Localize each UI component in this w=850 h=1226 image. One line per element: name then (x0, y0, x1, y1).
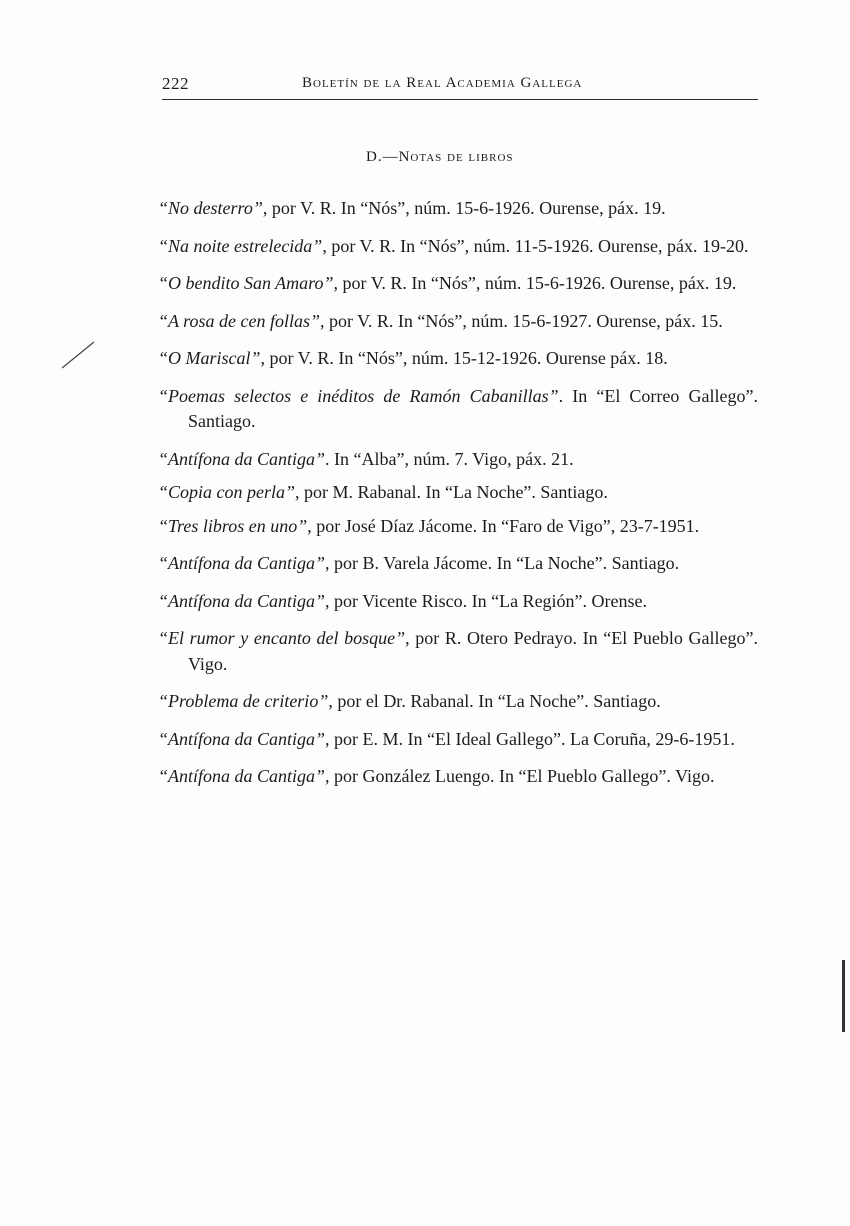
entry-title: “Na noite estrelecida” (158, 235, 323, 256)
bibliography-entry (158, 346, 758, 372)
bibliography-entry (158, 447, 758, 473)
bibliography-entry (158, 271, 758, 297)
entry-title: “Copia con perla” (158, 482, 296, 502)
bibliography-list (158, 196, 758, 802)
entry-details: , por M. Rabanal. In “La Noche”. Santiago. (295, 482, 608, 502)
entry-details: , por E. M. In “El Ideal Gallego”. La Coruña, 29-6-1951. (325, 728, 735, 749)
entry-title: “Antífona da Cantiga” (158, 590, 326, 611)
bibliography-entry (158, 480, 758, 506)
entry-title: “O Mariscal” (158, 348, 261, 368)
bibliography-entry (158, 514, 758, 540)
section-title: D.—Notas de libros (366, 149, 514, 165)
scan-edge-mark (842, 960, 845, 1032)
entry-details: , por Vicente Risco. In “La Región”. Orense. (325, 590, 648, 611)
margin-pencil-mark (60, 336, 96, 372)
entry-details: , por V. R. In “Nós”, núm. 15-6-1926. Ourense, páx. 19. (333, 273, 737, 293)
entry-title: “Poemas selectos e inéditos de Ramón Cabanillas” (158, 385, 559, 406)
bibliography-entry (158, 234, 758, 260)
entry-title: “El rumor y encanto del bosque” (158, 628, 406, 648)
entry-details: , por R. Otero Pedrayo. In “El Pueblo Gallego”. Vigo. (188, 628, 758, 674)
bibliography-entry (158, 309, 758, 335)
bibliography-entry (158, 551, 758, 577)
entry-details: , por V. R. In “Nós”, núm. 15-12-1926. Ourense páx. 18. (260, 348, 668, 368)
entry-details: , por José Díaz Jácome. In “Faro de Vigo”, 23-7-1951. (307, 515, 700, 536)
entry-details: , por el Dr. Rabanal. In “La Noche”. Santiago. (328, 691, 661, 711)
entry-details: , por V. R. In “Nós”, núm. 15-6-1927. Ourense, páx. 15. (320, 310, 723, 331)
entry-title: “No desterro” (158, 198, 263, 218)
entry-title: “A rosa de cen follas” (158, 310, 321, 331)
entry-details: , por V. R. In “Nós”, núm. 15-6-1926. Ourense, páx. 19. (262, 198, 666, 218)
page-number: 222 (162, 74, 189, 93)
header-rule (162, 99, 758, 100)
entry-details: , por V. R. In “Nós”, núm. 11-5-1926. Ourense, páx. 19-20. (322, 235, 749, 256)
running-head: Boletín de la Real Academia Gallega (302, 75, 583, 91)
entry-title: “Antífona da Cantiga” (158, 448, 326, 469)
bibliography-entry (158, 384, 758, 435)
entry-details: . In “El Correo Gallego”. Santiago. (188, 385, 758, 431)
entry-title: “Antífona da Cantiga” (158, 766, 326, 786)
entry-title: “Problema de criterio” (158, 691, 329, 711)
entry-details: , por González Luengo. In “El Pueblo Gallego”. Vigo. (325, 766, 715, 786)
bibliography-entry (158, 764, 758, 790)
entry-title: “Antífona da Cantiga” (158, 553, 326, 573)
bibliography-entry (158, 589, 758, 615)
bibliography-entry (158, 626, 758, 677)
bibliography-entry (158, 196, 758, 222)
entry-title: “O bendito San Amaro” (158, 273, 334, 293)
entry-details: . In “Alba”, núm. 7. Vigo, páx. 21. (325, 448, 574, 469)
entry-title: “Antífona da Cantiga” (158, 728, 326, 749)
bibliography-entry (158, 727, 758, 753)
bibliography-entry (158, 689, 758, 715)
entry-title: “Tres libros en uno” (158, 515, 308, 536)
entry-details: , por B. Varela Jácome. In “La Noche”. Santiago. (325, 553, 680, 573)
